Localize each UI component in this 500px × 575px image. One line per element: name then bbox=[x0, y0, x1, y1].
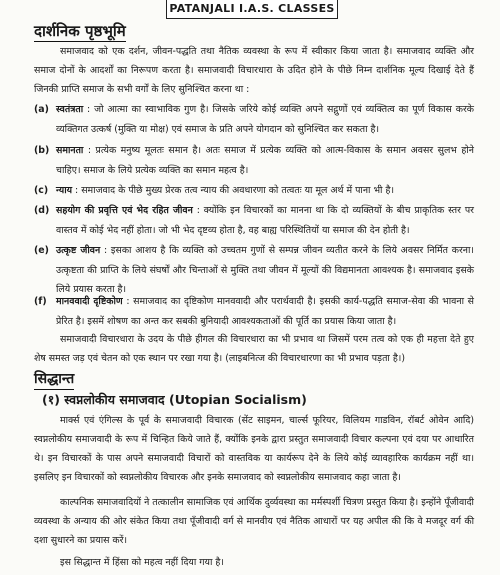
list-item-body bbox=[56, 241, 474, 300]
utopian-paragraph-1: मार्क्स एवं एंगिल्स के पूर्व के समाजवादी विचारक (सेंट साइमन, चार्ल्स फूरियर, विलियम गाडविन, रॉबर्ट ओवेन आदि) स्वप्नलोकीय समाजवादी के रूप में चिन्हित किये जाते हैं, क्योंकि इनके द्वारा प्रस्तुत समाजवादी विचार कल्पना एवं दया पर आधारित थे। इन विचारकों के पास अपने समाजवादी विचारों को वास्तविक या कार्यरूप देने के लिये कोई व्यावहारिक कार्यक्रम नहीं था। इसलिए इन विचारकों को स्वप्नलोकीय विचारक और इनके समाजवाद को स्वप्नलोकीय समाजवाद कहा जाता है। bbox=[34, 415, 474, 483]
list-item-body bbox=[56, 292, 474, 331]
list-item-body bbox=[56, 181, 474, 201]
list-item-text: : समाजवाद का दृष्टिकोण मानववादी और परार्थवादी है। इसकी कार्य-पद्धति समाज-सेवा की भावना से प्रेरित है। इसमें शोषण का अन्त कर सबकी बुनियादी आवश्यकताओं की पूर्ति का प्रयास किया जाता है। bbox=[56, 296, 474, 327]
list-item-label: (a) bbox=[34, 104, 49, 115]
list-item-body bbox=[56, 100, 474, 139]
list-item-label: (c) bbox=[34, 185, 49, 196]
subsection-number: (१) bbox=[42, 392, 60, 407]
page-header: PATANJALI I.A.S. CLASSES bbox=[166, 0, 338, 19]
subsection-title-english: (Utopian Socialism) bbox=[169, 392, 307, 407]
list-item-term: न्याय bbox=[56, 185, 73, 196]
list-item-term: उत्कृष्ट जीवन bbox=[56, 245, 101, 256]
list-item-text: : समाजवाद के पीछे मुख्य प्रेरक तत्व न्याय की अवधारणा को तत्वतः या मूल अर्थ में पाना भी है। bbox=[72, 185, 394, 196]
list-item-text: : क्योंकि इन विचारकों का मानना था कि दो व्यक्तियों के बीच प्राकृतिक स्तर पर वास्तव में कोई भेद नहीं होता। जो भी भेद दृष्टव्य होता है, वह बाह्य परिस्थितियों या समाज की देन होती है। bbox=[56, 205, 474, 236]
utopian-paragraph-2: काल्पनिक समाजवादियों ने तत्कालीन सामाजिक एवं आर्थिक दुर्व्यवस्था का मर्मस्पर्शी चित्रण प्रस्तुत किया है। इन्होंने पूँजीवादी व्यवस्था के अन्याय की ओर संकेत किया तथा पूँजीवादी वर्ग से मानवीय एवं नैतिक आधारों पर यह अपील की कि वे मजदूर वर्ग की दशा सुधारने का प्रयास करें। bbox=[34, 497, 474, 546]
list-item-text: : इसका आशय है कि व्यक्ति को उच्चतम गुणों से सम्पन्न जीवन व्यतीत करने के लिये अवसर निर्मित करना। उत्कृष्टता की प्राप्ति के लिये संघर्षों और चिन्ताओं से मुक्ति तथा जीवन में मूल्यों की विद्यमानता आवश्यक है। समाजवाद इसके लिये प्रयास करता है। bbox=[56, 245, 474, 295]
list-item-term: सहयोग की प्रवृत्ति एवं भेद रहित जीवन bbox=[56, 205, 193, 216]
utopian-paragraph-3: इस सिद्धान्त में हिंसा को महत्व नहीं दिया गया है। bbox=[60, 557, 224, 568]
list-item-label: (e) bbox=[34, 245, 49, 256]
subsection-heading-utopian-socialism bbox=[42, 391, 307, 408]
list-item-term: समानता bbox=[56, 145, 84, 156]
section-heading-theory: सिद्धान्त bbox=[34, 370, 74, 390]
subsection-title-hindi: स्वप्नलोकीय समाजवाद bbox=[64, 392, 165, 407]
list-item-label: (d) bbox=[34, 205, 50, 216]
intro-paragraph: समाजवाद को एक दर्शन, जीवन-पद्धति तथा नैतिक व्यवस्था के रूप में स्वीकार किया जाता है। समाजवाद व्यक्ति और समाज दोनों के आदर्शों का निरूपण करता है। समाजवादी विचारधारा के उदित होने के पीछे निम्न दार्शनिक मूल्य दिखाई देते हैं जिनकी प्राप्ति समाज के सभी वर्गों के लिए सुनिश्चित करना था : bbox=[34, 46, 474, 95]
list-item-body bbox=[56, 141, 474, 180]
list-item-term: स्वतंत्रता bbox=[56, 104, 84, 115]
list-item-term: मानववादी दृष्टिकोण bbox=[56, 296, 123, 307]
list-item-label: (b) bbox=[34, 145, 50, 156]
list-item-text: : प्रत्येक मनुष्य मूलतः समान है। अतः समाज में प्रत्येक व्यक्ति को आत्म-विकास के समान अवसर सुलभ होने चाहिए। समाज के लिये प्रत्येक व्यक्ति का समान महत्व है। bbox=[56, 145, 474, 176]
list-item-body bbox=[56, 201, 474, 240]
list-item-text: : जो आत्मा का स्वाभाविक गुण है। जिसके जरिये कोई व्यक्ति अपने सद्गुणों एवं व्यक्तित्व का पूर्ण विकास करके व्यक्तिगत उत्कर्ष (मुक्ति या मोक्ष) एवं समाज के प्रति अपने योगदान को सुनिश्चित कर सकता है। bbox=[56, 104, 474, 135]
section-heading-philosophical-background: दार्शनिक पृष्ठभूमि bbox=[34, 22, 126, 40]
list-item-label: (f) bbox=[34, 296, 47, 307]
closing-paragraph: समाजवादी विचारधारा के उदय के पीछे हीगल की विचारधारा का भी प्रभाव था जिसमें परम तत्व को एक ही महत्ता देते हुए शेष समस्त जड़ एवं चेतन को एक स्थान पर रखा गया है। (लाइबनित्ज की विचारधारणा का भी प्रभाव पड़ता है।) bbox=[34, 334, 474, 364]
